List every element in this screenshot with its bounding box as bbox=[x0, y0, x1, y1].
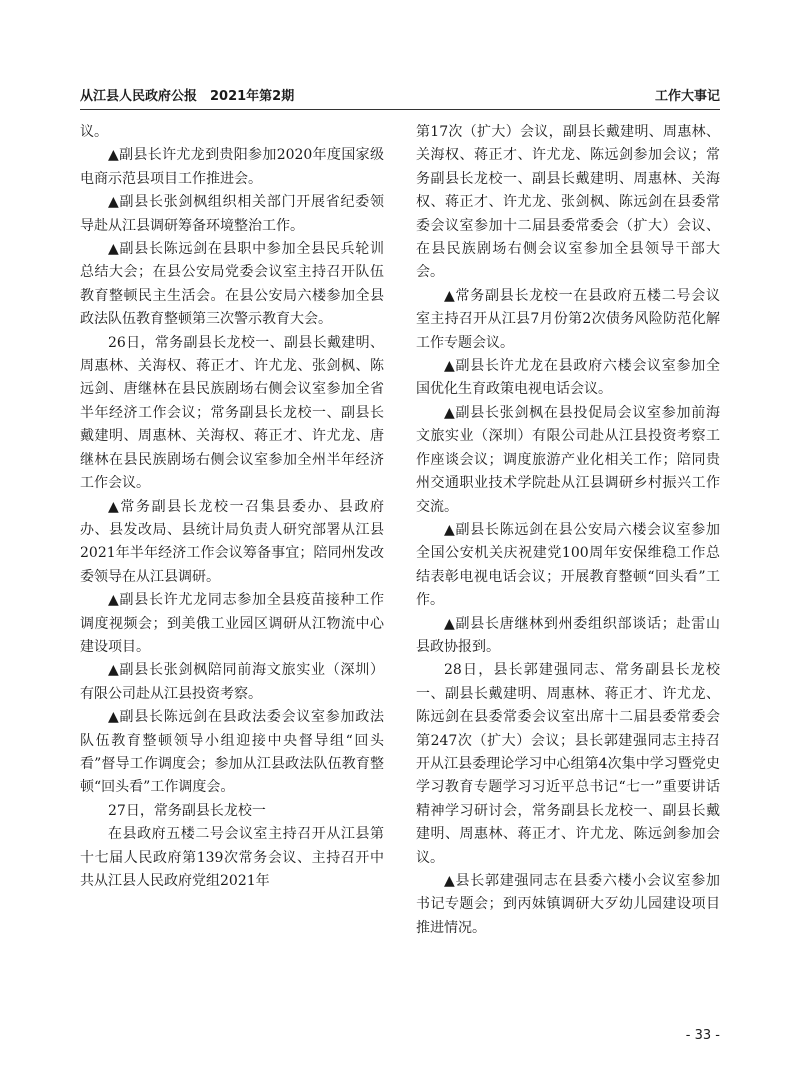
paragraph: ▲副县长陈远剑在县政法委会议室参加政法队伍教育整顿领导小组迎接中央督导组“回头看”督导工作调度会；参加从江县政法队伍教育整顿“回头看”工作调度会。 bbox=[80, 709, 384, 796]
section-title: 工作大事记 bbox=[654, 89, 720, 104]
paragraph: ▲副县长唐继林到州委组织部谈话；赴雷山县政协报到。 bbox=[416, 615, 720, 655]
paragraph: 28日，县长郭建强同志、常务副县长龙校一、副县长戴建明、周惠林、蒋正才、许尤龙、陈远剑在县委常委会议室出席十二届县委常委会第247次（扩大）会议；县长郭建强同志主持召开从江县委理论学习中心组第4次集中学习暨党史学习教育专题学习习近平总书记“七一”重要讲话精神学习研讨会，常务副县长龙校一、副县长戴建明、周惠林、蒋正才、许尤龙、陈远剑参加会议。 bbox=[416, 662, 720, 866]
paragraph: ▲常务副县长龙校一召集县委办、县政府办、县发改局、县统计局负责人研究部署从江县2021年半年经济工作会议筹备事宜；陪同州发改委领导在从江县调研。 bbox=[80, 498, 384, 585]
paragraph: ▲副县长张剑枫陪同前海文旅实业（深圳）有限公司赴从江县投资考察。 bbox=[80, 662, 384, 702]
right-column bbox=[416, 121, 720, 940]
paragraph: ▲县长郭建强同志在县委六楼小会议室参加书记专题会；到丙妹镇调研大歹幼儿园建设项目推进情况。 bbox=[416, 873, 720, 936]
paragraph: 议。 bbox=[80, 124, 108, 140]
paragraph: ▲副县长张剑枫在县投促局会议室参加前海文旅实业（深圳）有限公司赴从江县投资考察工作座谈会议；调度旅游产业化相关工作；陪同贵州交通职业技术学院赴从江县调研乡村振兴工作交流。 bbox=[416, 404, 720, 515]
paragraph: 在县政府五楼二号会议室主持召开从江县第十七届人民政府第139次常务会议、主持召开中共从江县人民政府党组2021年 bbox=[80, 826, 384, 889]
paragraph: ▲副县长许尤龙在县政府六楼会议室参加全国优化生育政策电视电话会议。 bbox=[416, 358, 720, 398]
paragraph: ▲副县长陈远剑在县公安局六楼会议室参加全国公安机关庆祝建党100周年安保维稳工作总结表彰电视电话会议；开展教育整顿“回头看”工作。 bbox=[416, 521, 720, 609]
page-header bbox=[80, 85, 720, 105]
header-divider bbox=[80, 109, 720, 110]
paragraph: ▲常务副县长龙校一在县政府五楼二号会议室主持召开从江县7月份第2次债务风险防范化解工作专题会议。 bbox=[416, 287, 720, 351]
paragraph: ▲副县长许尤龙到贵阳参加2020年度国家级电商示范县项目工作推进会。 bbox=[80, 147, 384, 187]
paragraph: 第17次（扩大）会议，副县长戴建明、周惠林、关海权、蒋正才、许尤龙、陈远剑参加会议；常务副县长龙校一、副县长戴建明、周惠林、关海权、蒋正才、许尤龙、张剑枫、陈远剑在县委常委会议室参加十二届县委常委会（扩大）会议、在县民族剧场右侧会议室参加全县领导干部大会。 bbox=[416, 124, 720, 281]
paragraph: ▲副县长许尤龙同志参加全县疫苗接种工作调度视频会；到美俄工业园区调研从江物流中心建设项目。 bbox=[80, 592, 384, 655]
publication-title: 从江县人民政府公报 2021年第2期 bbox=[80, 89, 295, 104]
paragraph: ▲副县长陈远剑在县职中参加全县民兵轮训总结大会；在县公安局党委会议室主持召开队伍教育整顿民主生活会。在县公安局六楼参加全县政法队伍教育整顿第三次警示教育大会。 bbox=[80, 241, 384, 328]
paragraph: ▲副县长张剑枫组织相关部门开展省纪委领导赴从江县调研筹备环境整治工作。 bbox=[80, 194, 384, 234]
paragraph: 26日，常务副县长龙校一、副县长戴建明、周惠林、关海权、蒋正才、许尤龙、张剑枫、陈远剑、唐继林在县民族剧场右侧会议室参加全省半年经济工作会议；常务副县长龙校一、副县长戴建明、周惠林、关海权、蒋正才、许尤龙、唐继林在县民族剧场右侧会议室参加全州半年经济工作会议。 bbox=[80, 334, 384, 492]
left-column bbox=[80, 121, 384, 893]
page-number: - 33 - bbox=[685, 1028, 720, 1043]
paragraph: 27日，常务副县长龙校一 bbox=[108, 802, 266, 819]
